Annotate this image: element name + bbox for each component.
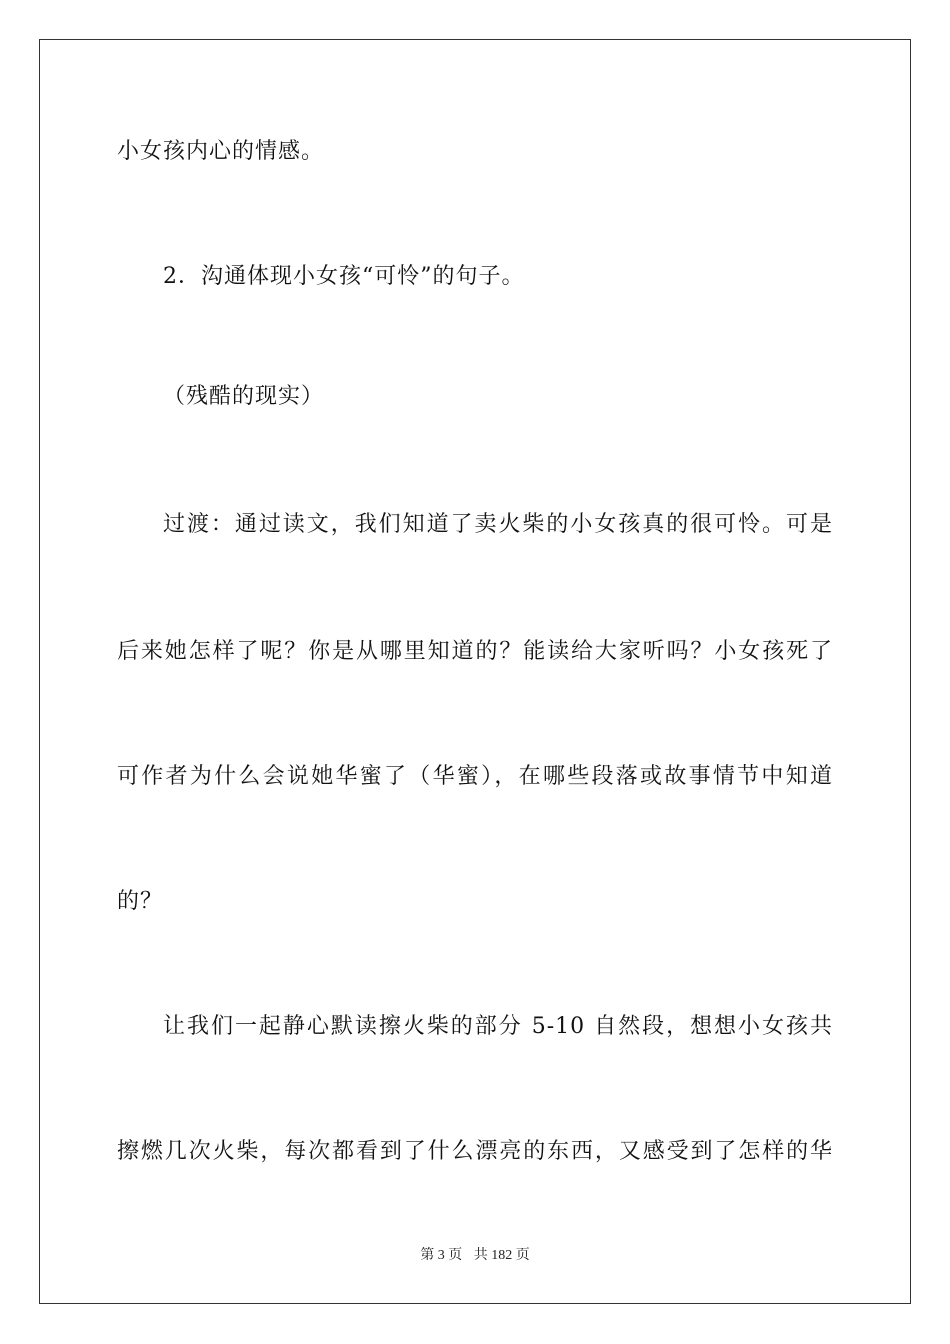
text-line-1: 小女孩内心的情感。 xyxy=(117,139,325,164)
text-line-7: 的？ xyxy=(117,889,164,914)
text-line-5: 后来她怎样了呢？你是从哪里知道的？能读给大家听吗？小女孩死了 xyxy=(117,639,833,664)
text-line-3: （残酷的现实） xyxy=(163,384,325,409)
page-total: 共 182 页 xyxy=(473,1248,530,1263)
text-line-2: 2．沟通体现小女孩“可怜”的句子。 xyxy=(163,264,525,289)
page-footer xyxy=(0,1247,950,1265)
page-border xyxy=(39,39,911,1304)
text-line-9: 擦燃几次火柴，每次都看到了什么漂亮的东西，又感受到了怎样的华 xyxy=(117,1139,833,1164)
text-line-6: 可作者为什么会说她华蜜了（华蜜），在哪些段落或故事情节中知道 xyxy=(117,764,833,789)
page-number: 第 3 页 xyxy=(420,1248,463,1263)
text-line-4: 过渡：通过读文，我们知道了卖火柴的小女孩真的很可怜。可是 xyxy=(163,512,833,537)
text-line-8: 让我们一起静心默读擦火柴的部分 5-10 自然段，想想小女孩共 xyxy=(163,1014,833,1039)
